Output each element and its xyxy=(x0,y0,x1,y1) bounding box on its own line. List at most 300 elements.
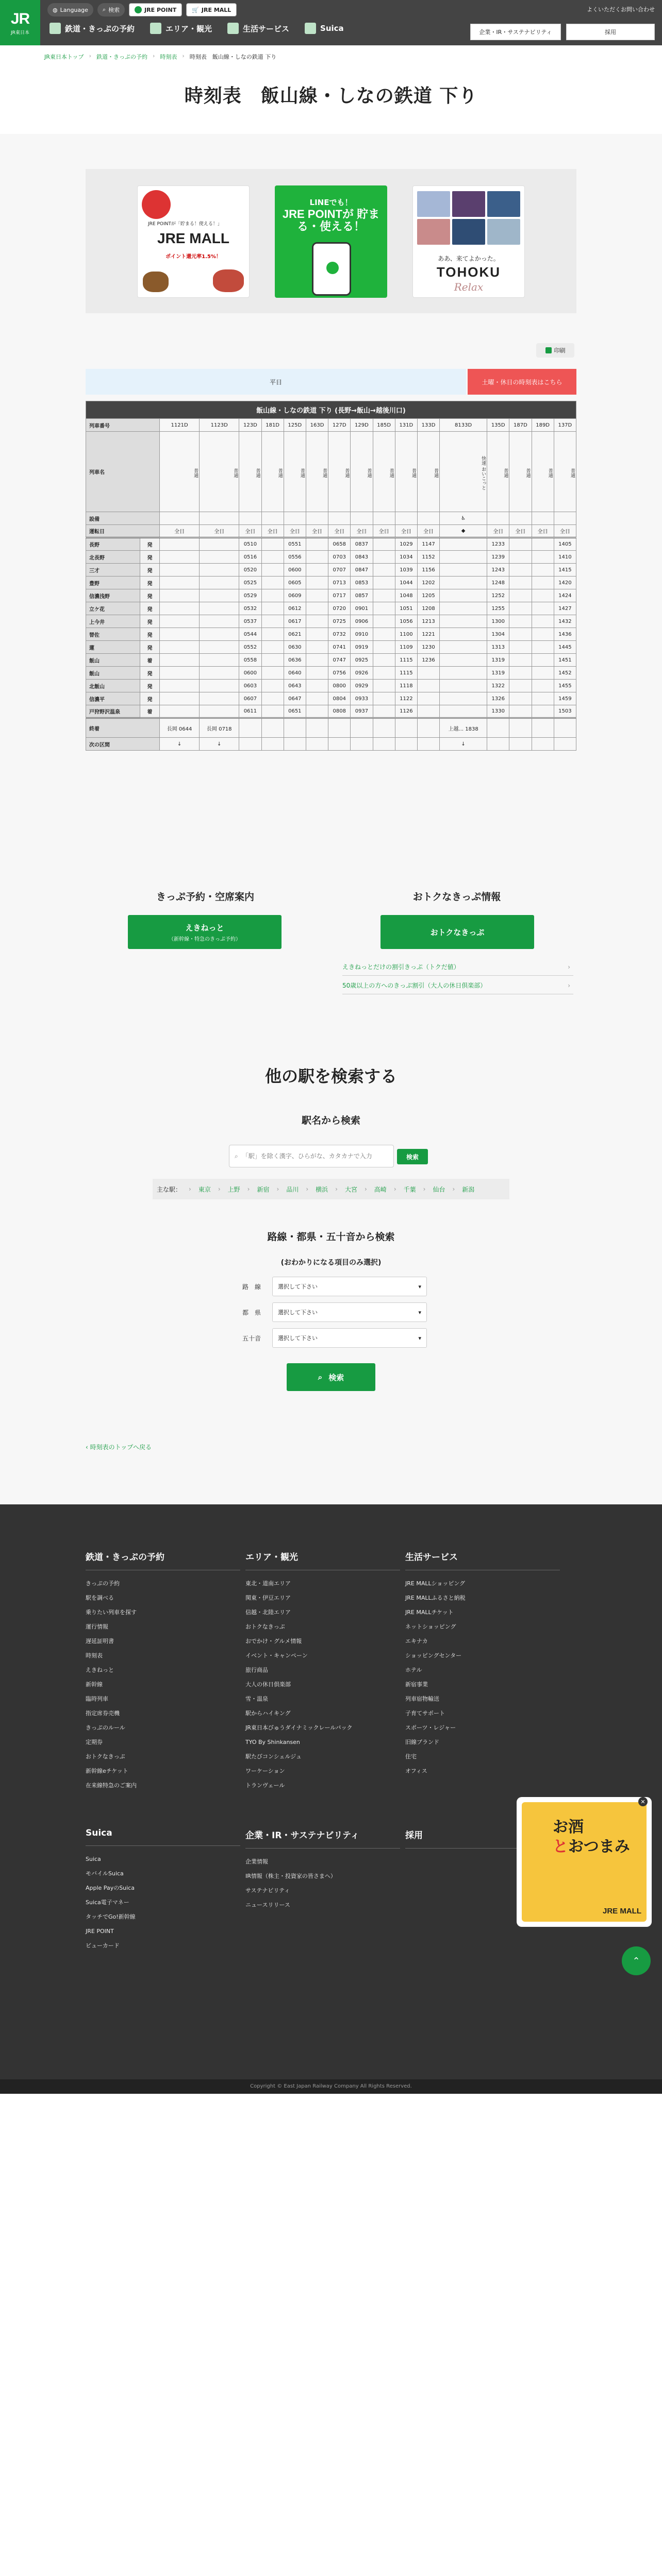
footer-item[interactable]: 臨時列車 xyxy=(86,1696,108,1702)
footer-item[interactable]: 駅を調べる xyxy=(86,1595,114,1601)
table-cell xyxy=(261,667,284,680)
table-cell: 0611 xyxy=(239,705,261,718)
table-cell: 1452 xyxy=(554,667,576,680)
table-cell: 135D xyxy=(487,419,509,432)
main-station-link[interactable]: 東京 xyxy=(198,1185,211,1193)
table-cell: 1459 xyxy=(554,692,576,705)
table-cell: 0910 xyxy=(351,628,373,641)
main-station-link[interactable]: 新潟 xyxy=(462,1185,475,1193)
footer-item[interactable]: エキナカ xyxy=(405,1638,428,1645)
footer-item[interactable]: 旅行商品 xyxy=(245,1667,268,1673)
table-cell xyxy=(373,641,395,654)
footer-item[interactable]: おトクなきっぷ xyxy=(245,1623,285,1630)
footer-col xyxy=(86,1550,240,1793)
row-dir: 着 xyxy=(140,705,160,718)
footer-item[interactable]: 駅からハイキング xyxy=(245,1710,291,1717)
table-cell: 0741 xyxy=(328,641,351,654)
footer-item[interactable]: ショッピングセンター xyxy=(405,1652,462,1659)
table-cell: 0925 xyxy=(351,654,373,667)
table-cell: 全日 xyxy=(395,525,417,538)
row-label: 運転日 xyxy=(86,525,160,538)
footer-col xyxy=(245,1828,400,1912)
footer-item[interactable]: 東北・道南エリア xyxy=(245,1580,291,1587)
deal-ticket-button[interactable] xyxy=(380,915,534,949)
print-label: 印刷 xyxy=(554,347,566,354)
tab-holiday[interactable]: 土曜・休日の時刻表はこちら xyxy=(468,369,576,395)
main-station-link[interactable]: 上野 xyxy=(227,1185,240,1193)
footer-col-title[interactable]: 鉄道・きっぷの予約 xyxy=(86,1550,240,1570)
table-cell xyxy=(160,705,200,718)
language-button[interactable] xyxy=(47,3,93,16)
footer-item[interactable]: JRE MALLチケット xyxy=(405,1609,454,1616)
table-cell: 0937 xyxy=(351,705,373,718)
table-cell xyxy=(160,589,200,602)
table-cell xyxy=(200,538,239,551)
page-top-button[interactable] xyxy=(622,1946,651,1975)
footer-item[interactable]: えきねっと xyxy=(86,1667,114,1673)
footer-item[interactable]: 新幹線 xyxy=(86,1681,103,1688)
table-cell xyxy=(532,705,554,718)
photo xyxy=(487,191,520,217)
table-cell: 0933 xyxy=(351,692,373,705)
footer-item[interactable]: イベント・キャンペーン xyxy=(245,1652,308,1659)
table-cell xyxy=(284,512,306,525)
table-cell: 163D xyxy=(306,419,328,432)
footer-item[interactable]: IR情報（株主・投資家の皆さまへ） xyxy=(245,1873,336,1879)
table-cell xyxy=(440,667,487,680)
table-cell: 0843 xyxy=(351,551,373,564)
table-cell xyxy=(440,602,487,615)
row-label: 蓮 xyxy=(86,641,140,654)
tab-weekday[interactable]: 平日 xyxy=(86,369,466,395)
row-label: 立ケ花 xyxy=(86,602,140,615)
table-cell xyxy=(200,602,239,615)
table-row xyxy=(86,564,576,577)
table-cell xyxy=(306,654,328,667)
table-cell: 0537 xyxy=(239,615,261,628)
table-cell xyxy=(160,692,200,705)
footer-item[interactable]: ニュースリリース xyxy=(245,1902,290,1908)
main-station-link[interactable]: 横浜 xyxy=(316,1185,328,1193)
table-cell: 0808 xyxy=(328,705,351,718)
table-cell xyxy=(200,641,239,654)
footer-item[interactable]: 関東・伊豆エリア xyxy=(245,1595,291,1601)
footer-item[interactable]: ワーケーション xyxy=(245,1768,285,1774)
jr-logo[interactable] xyxy=(0,0,40,45)
row-label: 三才 xyxy=(86,564,140,577)
jre-mall-label: JRE MALL xyxy=(201,6,231,13)
photo xyxy=(417,219,450,245)
footer-item[interactable]: おトクなきっぷ xyxy=(86,1753,125,1760)
ad-t2: と xyxy=(553,1837,568,1856)
station-search-input[interactable] xyxy=(242,1153,388,1160)
table-cell xyxy=(200,654,239,667)
chevron-right-icon: › xyxy=(568,981,570,989)
by-route-title: 路線・都県・五十音から検索 xyxy=(267,1231,395,1243)
table-cell: 1039 xyxy=(395,564,417,577)
floating-ad[interactable] xyxy=(517,1797,652,1927)
table-cell xyxy=(532,680,554,692)
footer-col-title[interactable]: 採用 xyxy=(405,1828,560,1849)
breadcrumb-sep: › xyxy=(89,53,91,59)
table-cell: 8133D xyxy=(440,419,487,432)
tokudane-link[interactable] xyxy=(342,958,573,976)
footer-item[interactable]: 時刻表 xyxy=(86,1652,103,1659)
nav-life[interactable] xyxy=(227,23,289,34)
chevron-right-icon: › xyxy=(452,1185,455,1193)
table-cell xyxy=(351,738,373,751)
chevron-left-icon: ‹ xyxy=(86,1444,90,1451)
table-cell xyxy=(509,538,532,551)
kana-select[interactable] xyxy=(272,1328,427,1348)
footer-item[interactable]: 子育てサポート xyxy=(405,1710,445,1717)
table-cell: 普通 xyxy=(417,432,439,512)
table-cell: 0558 xyxy=(239,654,261,667)
main-station-link[interactable]: 高崎 xyxy=(374,1185,387,1193)
row-label: 豊野 xyxy=(86,577,140,589)
table-cell xyxy=(440,577,487,589)
table-cell: 1029 xyxy=(395,538,417,551)
field-route xyxy=(235,1277,427,1296)
table-cell xyxy=(160,641,200,654)
table-cell xyxy=(440,641,487,654)
table-cell: 1233 xyxy=(487,538,509,551)
jre-mall-button[interactable] xyxy=(186,3,237,16)
table-cell xyxy=(200,512,239,525)
footer-item[interactable]: 駅たびコンシェルジュ xyxy=(245,1753,302,1760)
table-cell xyxy=(417,705,439,718)
table-cell: 0643 xyxy=(284,680,306,692)
tohoku-banner[interactable] xyxy=(412,185,525,298)
breadcrumb-top[interactable]: JR東日本トップ xyxy=(44,54,84,60)
row-dir: 発 xyxy=(140,564,160,577)
table-cell: 普通 xyxy=(487,432,509,512)
footer-item[interactable]: JRE MALLショッピング xyxy=(405,1580,466,1587)
footer-item[interactable]: 信越・北陸エリア xyxy=(245,1609,291,1616)
nav-area[interactable] xyxy=(150,23,212,34)
close-icon[interactable]: ✕ xyxy=(638,1797,648,1806)
main-station-link[interactable]: 仙台 xyxy=(433,1185,445,1193)
table-cell xyxy=(261,628,284,641)
table-cell xyxy=(261,589,284,602)
table-cell: 0919 xyxy=(351,641,373,654)
footer-item[interactable]: Suica xyxy=(86,1856,101,1862)
route-select[interactable] xyxy=(272,1277,427,1296)
main-station-link[interactable]: 大宮 xyxy=(344,1185,357,1193)
row-dir: 発 xyxy=(140,692,160,705)
table-cell xyxy=(284,738,306,751)
table-row xyxy=(86,705,576,718)
footer-item[interactable]: 旧線ブランド xyxy=(405,1739,439,1745)
table-cell xyxy=(306,564,328,577)
footer-item[interactable]: 乗りたい列車を探す xyxy=(86,1609,137,1616)
footer-item[interactable]: 指定席券売機 xyxy=(86,1710,120,1717)
table-cell xyxy=(487,738,509,751)
main-station-link[interactable]: 新宿 xyxy=(257,1185,270,1193)
global-header xyxy=(0,0,662,45)
footer-item[interactable]: ビューカード xyxy=(86,1942,120,1949)
main-stations-label: 主な駅： xyxy=(157,1185,182,1193)
footer-col-title[interactable]: エリア・観光 xyxy=(245,1550,400,1570)
nav-railway[interactable] xyxy=(49,23,135,34)
table-cell: 0713 xyxy=(328,577,351,589)
table-cell xyxy=(261,680,284,692)
table-cell xyxy=(440,564,487,577)
search-title: 他の駅を検索する xyxy=(264,1066,397,1086)
station-search-button[interactable]: 検索 xyxy=(397,1149,428,1164)
pref-select[interactable] xyxy=(272,1302,427,1322)
wheelchair-icon: ♿ xyxy=(440,512,487,525)
row-label: 列車名 xyxy=(86,432,160,512)
recruit-link[interactable] xyxy=(566,24,655,40)
table-cell: 1109 xyxy=(395,641,417,654)
table-cell: 0607 xyxy=(239,692,261,705)
table-cell xyxy=(261,641,284,654)
table-cell: 0552 xyxy=(239,641,261,654)
photo xyxy=(417,191,450,217)
footer-item[interactable]: ホテル xyxy=(405,1667,422,1673)
table-cell: 0603 xyxy=(239,680,261,692)
table-cell: 普通 xyxy=(395,432,417,512)
table-cell xyxy=(261,615,284,628)
footer-item[interactable]: 列車宿物輸送 xyxy=(405,1696,439,1702)
table-cell: 0636 xyxy=(284,654,306,667)
footer-item[interactable]: トランヴェール xyxy=(245,1782,285,1789)
table-cell: 0617 xyxy=(284,615,306,628)
main-station-link[interactable]: 品川 xyxy=(286,1185,299,1193)
breadcrumb-sep: › xyxy=(182,53,185,59)
table-cell: 全日 xyxy=(351,525,373,538)
banner-area xyxy=(86,169,576,313)
footer-item[interactable]: 運行情報 xyxy=(86,1623,108,1630)
timetable xyxy=(86,401,576,751)
table-cell xyxy=(532,628,554,641)
table-cell xyxy=(200,551,239,564)
header-search-button[interactable] xyxy=(97,3,125,16)
footer-item[interactable]: オフィス xyxy=(405,1768,427,1774)
footer-item[interactable]: タッチでGo!新幹線 xyxy=(86,1913,136,1920)
table-cell: 0929 xyxy=(351,680,373,692)
table-cell: 0926 xyxy=(351,667,373,680)
search-icon: ⌕ xyxy=(102,6,106,13)
table-cell xyxy=(160,538,200,551)
table-cell: 快速 おいこっと xyxy=(440,432,487,512)
table-cell xyxy=(373,615,395,628)
table-cell: 1436 xyxy=(554,628,576,641)
table-cell: 0732 xyxy=(328,628,351,641)
breadcrumb-current: 時刻表 飯山線・しなの鉄道 下り xyxy=(189,54,277,60)
table-cell xyxy=(532,738,554,751)
table-cell xyxy=(373,667,395,680)
table-cell xyxy=(509,692,532,705)
chevron-right-icon: › xyxy=(276,1185,279,1193)
chevron-right-icon: › xyxy=(306,1185,309,1193)
table-cell xyxy=(261,602,284,615)
table-cell xyxy=(417,718,439,738)
row-label: 信濃浅野 xyxy=(86,589,140,602)
row-label: 設備 xyxy=(86,512,160,525)
table-cell: 0612 xyxy=(284,602,306,615)
jre-mall-banner[interactable] xyxy=(137,185,250,298)
breadcrumb-railway[interactable]: 鉄道・きっぷの予約 xyxy=(96,54,147,60)
card-icon xyxy=(305,23,316,34)
table-cell: 普通 xyxy=(509,432,532,512)
table-cell: 0747 xyxy=(328,654,351,667)
footer-item[interactable]: 新幹線eチケット xyxy=(86,1768,128,1774)
deal-title: おトクなきっぷ情報 xyxy=(412,891,501,903)
table-cell xyxy=(395,512,417,525)
footer-col xyxy=(245,1550,400,1793)
row-label: 信濃平 xyxy=(86,692,140,705)
footer-item[interactable]: Suica電子マネー xyxy=(86,1899,129,1906)
ekinet-label: えきねっと xyxy=(185,923,224,933)
jre-point-icon xyxy=(135,6,142,13)
print-button[interactable] xyxy=(536,343,574,358)
banner-promo: ポイント還元率1.5%！ xyxy=(166,254,221,260)
nav-suica[interactable] xyxy=(305,23,344,34)
table-cell xyxy=(328,738,351,751)
table-cell: 0837 xyxy=(351,538,373,551)
footer-item[interactable]: 大人の休日倶楽部 xyxy=(245,1681,291,1688)
table-cell: 普通 xyxy=(328,432,351,512)
footer-item[interactable]: 住宅 xyxy=(405,1753,417,1760)
footer-item[interactable]: 雪・温泉 xyxy=(245,1696,268,1702)
chevron-right-icon: › xyxy=(423,1185,426,1193)
table-cell xyxy=(160,667,200,680)
table-row xyxy=(86,692,576,705)
footer-item[interactable]: TYO By Shinkansen xyxy=(245,1739,300,1745)
footer-item[interactable]: きっぷの予約 xyxy=(86,1580,120,1587)
footer-col-title[interactable]: Suica xyxy=(86,1828,240,1846)
link-label: えきねっとだけの割引きっぷ（トクだ値） xyxy=(342,963,460,971)
table-cell: 1252 xyxy=(487,589,509,602)
chevron-right-icon: › xyxy=(393,1185,396,1193)
footer-item[interactable]: 在来線特急のご案内 xyxy=(86,1782,137,1789)
table-cell xyxy=(328,512,351,525)
footer-item[interactable]: ネットショッピング xyxy=(405,1623,456,1630)
footer-item[interactable]: 新宿事業 xyxy=(405,1681,428,1688)
table-cell xyxy=(160,602,200,615)
chevron-right-icon: › xyxy=(335,1185,338,1193)
table-row xyxy=(86,680,576,692)
table-cell: 全日 xyxy=(487,525,509,538)
table-cell: 全日 xyxy=(306,525,328,538)
table-cell: 1319 xyxy=(487,667,509,680)
footer-item[interactable]: スポーツ・レジャー xyxy=(405,1724,456,1731)
table-cell xyxy=(509,654,532,667)
table-cell: 1100 xyxy=(395,628,417,641)
footer-item[interactable]: きっぷのルール xyxy=(86,1724,125,1731)
table-cell xyxy=(261,564,284,577)
table-cell xyxy=(509,628,532,641)
table-cell: 1330 xyxy=(487,705,509,718)
breadcrumb-sep: › xyxy=(152,53,155,59)
table-cell: 全日 xyxy=(284,525,306,538)
table-cell: 1156 xyxy=(417,564,439,577)
faq-link[interactable]: よくいただくお問い合わせ xyxy=(587,6,655,13)
table-cell xyxy=(284,718,306,738)
route-search-button[interactable] xyxy=(287,1363,375,1391)
row-dir: 発 xyxy=(140,667,160,680)
line-banner[interactable] xyxy=(275,185,387,298)
footer-item[interactable]: 遅延証明書 xyxy=(86,1638,114,1645)
footer-item[interactable]: JRE MALLふるさと納税 xyxy=(405,1595,466,1601)
table-cell xyxy=(554,512,576,525)
main-station-link[interactable]: 千葉 xyxy=(403,1185,416,1193)
table-cell xyxy=(417,692,439,705)
globe-icon: ◍ xyxy=(53,6,58,13)
table-cell xyxy=(509,564,532,577)
ekinet-button[interactable] xyxy=(128,915,282,949)
table-cell xyxy=(532,551,554,564)
table-cell: 1221 xyxy=(417,628,439,641)
table-cell xyxy=(509,705,532,718)
logo-sub: JR東日本 xyxy=(11,30,29,36)
table-row xyxy=(86,589,576,602)
ad-brand: JRE MALL xyxy=(603,1907,641,1916)
table-cell xyxy=(509,602,532,615)
search-icon: ⌕ xyxy=(318,1372,323,1382)
row-dir: 発 xyxy=(140,628,160,641)
footer-item[interactable]: モバイルSuica xyxy=(86,1870,124,1877)
otona-link[interactable] xyxy=(342,977,573,994)
jre-point-button[interactable] xyxy=(129,3,182,16)
footer-col-title[interactable]: 企業・IR・サステナビリティ xyxy=(245,1828,400,1849)
footer-item[interactable]: 企業情報 xyxy=(245,1858,268,1865)
table-cell xyxy=(306,551,328,564)
table-cell xyxy=(200,705,239,718)
caret-down-icon: ▾ xyxy=(418,1283,421,1290)
chevron-right-icon: › xyxy=(189,1185,191,1193)
table-cell: 0532 xyxy=(239,602,261,615)
corp-link[interactable] xyxy=(470,24,561,40)
table-cell: 普通 xyxy=(306,432,328,512)
fruit-image xyxy=(142,190,171,219)
table-cell: 1319 xyxy=(487,654,509,667)
table-cell: 1243 xyxy=(487,564,509,577)
table-cell: 189D xyxy=(532,419,554,432)
back-to-top-link[interactable] xyxy=(86,1443,152,1451)
row-label: 終着 xyxy=(86,718,160,738)
banner-t1: LINEでも！ xyxy=(309,198,353,207)
table-cell xyxy=(554,718,576,738)
footer-item[interactable]: Apple PayのSuica xyxy=(86,1885,135,1891)
table-cell xyxy=(532,654,554,667)
table-cell: 1152 xyxy=(417,551,439,564)
footer-item[interactable]: JR東日本びゅうダイナミックレールパック xyxy=(245,1724,353,1731)
table-row xyxy=(86,654,576,667)
footer-item[interactable]: サステナビリティ xyxy=(245,1887,290,1894)
table-cell: 1056 xyxy=(395,615,417,628)
footer-col-title[interactable]: 生活サービス xyxy=(405,1550,560,1570)
table-cell xyxy=(532,718,554,738)
footer-item[interactable]: 定期券 xyxy=(86,1739,103,1745)
table-cell xyxy=(160,512,200,525)
table-cell: 全日 xyxy=(261,525,284,538)
table-cell: 1051 xyxy=(395,602,417,615)
footer-item[interactable]: おでかけ・グルメ情報 xyxy=(245,1638,302,1645)
table-cell: 0551 xyxy=(284,538,306,551)
table-cell: 1213 xyxy=(417,615,439,628)
footer-item[interactable]: JRE POINT xyxy=(86,1928,114,1935)
row-label: 替佐 xyxy=(86,628,140,641)
table-cell xyxy=(395,738,417,751)
table-cell: ↓ xyxy=(440,738,487,751)
table-cell: 0703 xyxy=(328,551,351,564)
table-cell: 0621 xyxy=(284,628,306,641)
table-cell xyxy=(532,589,554,602)
breadcrumb-timetable[interactable]: 時刻表 xyxy=(160,54,177,60)
